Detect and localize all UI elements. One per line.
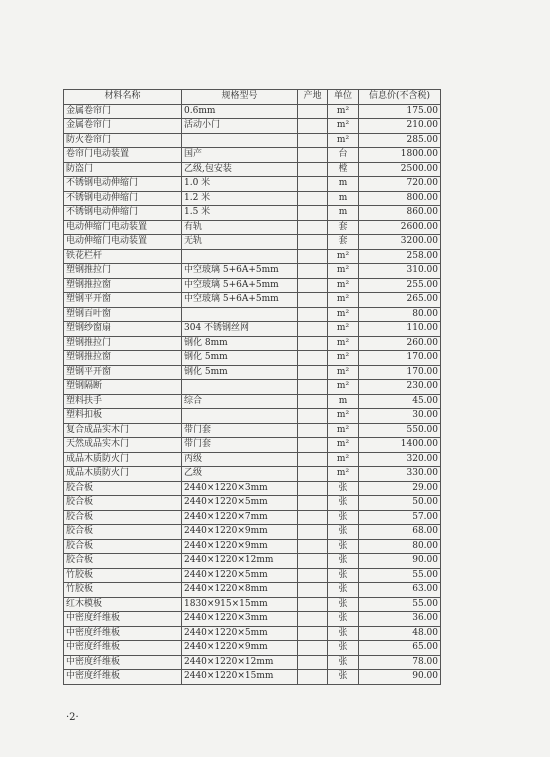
spec-cell: 2440×1220×9mm [182, 641, 298, 656]
header-price: 信息价(不含税) [359, 90, 441, 105]
spec-cell: 2440×1220×3mm [182, 481, 298, 496]
price-cell: 230.00 [359, 380, 441, 395]
unit-cell: m² [328, 278, 359, 293]
material-name-cell: 胶合板 [64, 525, 182, 540]
table-row [64, 525, 441, 540]
unit-cell: 张 [328, 597, 359, 612]
price-cell: 800.00 [359, 191, 441, 206]
price-cell: 55.00 [359, 597, 441, 612]
table-row [64, 655, 441, 670]
origin-cell [298, 597, 328, 612]
price-cell: 330.00 [359, 467, 441, 482]
price-cell: 258.00 [359, 249, 441, 264]
origin-cell [298, 510, 328, 525]
origin-cell [298, 336, 328, 351]
origin-cell [298, 409, 328, 424]
material-name-cell: 铁花栏杆 [64, 249, 182, 264]
price-cell: 110.00 [359, 322, 441, 337]
table-row [64, 264, 441, 279]
price-cell: 30.00 [359, 409, 441, 424]
table-body [64, 104, 441, 684]
material-name-cell: 不锈钢电动伸缩门 [64, 177, 182, 192]
material-name-cell: 中密度纤维板 [64, 670, 182, 685]
unit-cell: m² [328, 307, 359, 322]
unit-cell: m² [328, 365, 359, 380]
origin-cell [298, 206, 328, 221]
material-name-cell: 中密度纤维板 [64, 626, 182, 641]
header-unit: 单位 [328, 90, 359, 105]
unit-cell: 张 [328, 583, 359, 598]
origin-cell [298, 394, 328, 409]
table-row [64, 423, 441, 438]
origin-cell [298, 423, 328, 438]
price-cell: 48.00 [359, 626, 441, 641]
spec-cell: 无轨 [182, 235, 298, 250]
table-row [64, 278, 441, 293]
spec-cell: 0.6mm [182, 104, 298, 119]
unit-cell: m² [328, 133, 359, 148]
material-name-cell: 塑钢推拉窗 [64, 278, 182, 293]
spec-cell: 2440×1220×7mm [182, 510, 298, 525]
origin-cell [298, 539, 328, 554]
table-row [64, 191, 441, 206]
spec-cell: 2440×1220×8mm [182, 583, 298, 598]
spec-cell: 2440×1220×12mm [182, 655, 298, 670]
material-name-cell: 胶合板 [64, 510, 182, 525]
table-row [64, 510, 441, 525]
unit-cell: m [328, 206, 359, 221]
price-cell: 2600.00 [359, 220, 441, 235]
table-row [64, 365, 441, 380]
unit-cell: 张 [328, 525, 359, 540]
table-row [64, 626, 441, 641]
table-row [64, 249, 441, 264]
material-name-cell: 中密度纤维板 [64, 655, 182, 670]
origin-cell [298, 568, 328, 583]
spec-cell [182, 307, 298, 322]
unit-cell: 樘 [328, 162, 359, 177]
price-cell: 63.00 [359, 583, 441, 598]
price-cell: 210.00 [359, 119, 441, 134]
spec-cell: 活动小门 [182, 119, 298, 134]
material-name-cell: 塑钢纱窗扇 [64, 322, 182, 337]
material-name-cell: 电动伸缩门电动装置 [64, 220, 182, 235]
price-cell: 29.00 [359, 481, 441, 496]
table-row [64, 481, 441, 496]
spec-cell [182, 133, 298, 148]
price-cell: 57.00 [359, 510, 441, 525]
origin-cell [298, 467, 328, 482]
table-row [64, 206, 441, 221]
table-row [64, 394, 441, 409]
unit-cell: m [328, 177, 359, 192]
table-row [64, 307, 441, 322]
origin-cell [298, 612, 328, 627]
table-row [64, 568, 441, 583]
spec-cell: 乙级,包安装 [182, 162, 298, 177]
spec-cell: 钢化 5mm [182, 351, 298, 366]
origin-cell [298, 351, 328, 366]
table-row [64, 336, 441, 351]
unit-cell: m [328, 191, 359, 206]
price-cell: 3200.00 [359, 235, 441, 250]
table-row [64, 496, 441, 511]
material-name-cell: 金属卷帘门 [64, 119, 182, 134]
origin-cell [298, 641, 328, 656]
origin-cell [298, 119, 328, 134]
material-name-cell: 中密度纤维板 [64, 641, 182, 656]
unit-cell: m² [328, 119, 359, 134]
origin-cell [298, 278, 328, 293]
price-cell: 550.00 [359, 423, 441, 438]
spec-cell: 304 不锈钢丝网 [182, 322, 298, 337]
table-row [64, 119, 441, 134]
material-name-cell: 胶合板 [64, 554, 182, 569]
table-row [64, 351, 441, 366]
spec-cell: 国产 [182, 148, 298, 163]
spec-cell: 丙级 [182, 452, 298, 467]
price-cell: 170.00 [359, 365, 441, 380]
spec-cell: 中空玻璃 5+6A+5mm [182, 293, 298, 308]
origin-cell [298, 177, 328, 192]
unit-cell: 张 [328, 496, 359, 511]
price-cell: 90.00 [359, 670, 441, 685]
page-number: ·2· [66, 712, 79, 723]
spec-cell: 2440×1220×5mm [182, 568, 298, 583]
material-name-cell: 塑钢隔断 [64, 380, 182, 395]
spec-cell: 2440×1220×5mm [182, 626, 298, 641]
origin-cell [298, 191, 328, 206]
price-cell: 175.00 [359, 104, 441, 119]
spec-cell: 中空玻璃 5+6A+5mm [182, 278, 298, 293]
unit-cell: 张 [328, 670, 359, 685]
price-cell: 260.00 [359, 336, 441, 351]
price-cell: 860.00 [359, 206, 441, 221]
table-row [64, 597, 441, 612]
table-row [64, 641, 441, 656]
price-cell: 90.00 [359, 554, 441, 569]
origin-cell [298, 670, 328, 685]
spec-cell [182, 380, 298, 395]
unit-cell: m² [328, 104, 359, 119]
origin-cell [298, 148, 328, 163]
price-cell: 1400.00 [359, 438, 441, 453]
unit-cell: 张 [328, 554, 359, 569]
unit-cell: m² [328, 249, 359, 264]
material-name-cell: 塑料扣板 [64, 409, 182, 424]
header-origin: 产地 [298, 90, 328, 105]
unit-cell: m² [328, 351, 359, 366]
origin-cell [298, 322, 328, 337]
table-row [64, 670, 441, 685]
material-name-cell: 不锈钢电动伸缩门 [64, 206, 182, 221]
origin-cell [298, 235, 328, 250]
material-name-cell: 塑钢平开窗 [64, 365, 182, 380]
material-name-cell: 防盗门 [64, 162, 182, 177]
unit-cell: m² [328, 264, 359, 279]
origin-cell [298, 380, 328, 395]
origin-cell [298, 133, 328, 148]
origin-cell [298, 162, 328, 177]
unit-cell: m² [328, 409, 359, 424]
origin-cell [298, 452, 328, 467]
price-cell: 320.00 [359, 452, 441, 467]
unit-cell: m [328, 394, 359, 409]
unit-cell: m² [328, 438, 359, 453]
material-name-cell: 成品木质防火门 [64, 467, 182, 482]
table-row [64, 293, 441, 308]
price-cell: 310.00 [359, 264, 441, 279]
spec-cell: 2440×1220×9mm [182, 539, 298, 554]
table-row [64, 467, 441, 482]
spec-cell: 带门套 [182, 438, 298, 453]
unit-cell: m² [328, 293, 359, 308]
table-row [64, 409, 441, 424]
unit-cell: m² [328, 336, 359, 351]
spec-cell: 2440×1220×12mm [182, 554, 298, 569]
unit-cell: 张 [328, 641, 359, 656]
table-header-row [64, 90, 441, 105]
origin-cell [298, 481, 328, 496]
header-spec-model: 规格型号 [182, 90, 298, 105]
material-name-cell: 胶合板 [64, 496, 182, 511]
table-row [64, 322, 441, 337]
price-cell: 255.00 [359, 278, 441, 293]
origin-cell [298, 264, 328, 279]
price-cell: 265.00 [359, 293, 441, 308]
unit-cell: m² [328, 423, 359, 438]
material-name-cell: 竹胶板 [64, 583, 182, 598]
unit-cell: m² [328, 322, 359, 337]
spec-cell: 带门套 [182, 423, 298, 438]
spec-cell: 钢化 8mm [182, 336, 298, 351]
price-cell: 285.00 [359, 133, 441, 148]
unit-cell: 台 [328, 148, 359, 163]
material-name-cell: 电动伸缩门电动装置 [64, 235, 182, 250]
unit-cell: 张 [328, 539, 359, 554]
table-row [64, 583, 441, 598]
spec-cell: 钢化 5mm [182, 365, 298, 380]
material-name-cell: 塑钢百叶窗 [64, 307, 182, 322]
price-cell: 36.00 [359, 612, 441, 627]
unit-cell: m² [328, 452, 359, 467]
price-cell: 1800.00 [359, 148, 441, 163]
origin-cell [298, 249, 328, 264]
origin-cell [298, 365, 328, 380]
material-name-cell: 胶合板 [64, 481, 182, 496]
unit-cell: 套 [328, 220, 359, 235]
spec-cell: 2440×1220×5mm [182, 496, 298, 511]
table-row [64, 104, 441, 119]
table-row [64, 380, 441, 395]
table-row [64, 438, 441, 453]
table-row [64, 554, 441, 569]
material-name-cell: 不锈钢电动伸缩门 [64, 191, 182, 206]
spec-cell: 2440×1220×3mm [182, 612, 298, 627]
table-row [64, 177, 441, 192]
header-material-name: 材料名称 [64, 90, 182, 105]
table-row [64, 133, 441, 148]
spec-cell: 2440×1220×15mm [182, 670, 298, 685]
unit-cell: 张 [328, 655, 359, 670]
origin-cell [298, 525, 328, 540]
material-name-cell: 复合成品实木门 [64, 423, 182, 438]
spec-cell [182, 249, 298, 264]
origin-cell [298, 220, 328, 235]
unit-cell: 张 [328, 568, 359, 583]
origin-cell [298, 655, 328, 670]
material-name-cell: 竹胶板 [64, 568, 182, 583]
table-row [64, 220, 441, 235]
spec-cell [182, 409, 298, 424]
price-cell: 68.00 [359, 525, 441, 540]
unit-cell: 张 [328, 626, 359, 641]
unit-cell: m² [328, 380, 359, 395]
table-row [64, 539, 441, 554]
table-row [64, 452, 441, 467]
origin-cell [298, 626, 328, 641]
price-cell: 65.00 [359, 641, 441, 656]
unit-cell: 张 [328, 481, 359, 496]
unit-cell: m² [328, 467, 359, 482]
table-row [64, 148, 441, 163]
spec-cell: 1.5 米 [182, 206, 298, 221]
material-name-cell: 塑钢平开窗 [64, 293, 182, 308]
table-row [64, 235, 441, 250]
unit-cell: 套 [328, 235, 359, 250]
origin-cell [298, 554, 328, 569]
price-cell: 50.00 [359, 496, 441, 511]
material-name-cell: 塑料扶手 [64, 394, 182, 409]
material-name-cell: 成品木质防火门 [64, 452, 182, 467]
unit-cell: 张 [328, 510, 359, 525]
table-row [64, 162, 441, 177]
price-cell: 170.00 [359, 351, 441, 366]
table-row [64, 612, 441, 627]
material-name-cell: 红木模板 [64, 597, 182, 612]
material-name-cell: 塑钢推拉门 [64, 336, 182, 351]
price-table [63, 89, 441, 685]
price-cell: 80.00 [359, 307, 441, 322]
spec-cell: 乙级 [182, 467, 298, 482]
material-name-cell: 塑钢推拉门 [64, 264, 182, 279]
spec-cell: 综合 [182, 394, 298, 409]
unit-cell: 张 [328, 612, 359, 627]
spec-cell: 有轨 [182, 220, 298, 235]
material-name-cell: 胶合板 [64, 539, 182, 554]
spec-cell: 1.2 米 [182, 191, 298, 206]
spec-cell: 中空玻璃 5+6A+5mm [182, 264, 298, 279]
price-cell: 80.00 [359, 539, 441, 554]
spec-cell: 1.0 米 [182, 177, 298, 192]
material-name-cell: 中密度纤维板 [64, 612, 182, 627]
price-cell: 2500.00 [359, 162, 441, 177]
origin-cell [298, 438, 328, 453]
origin-cell [298, 496, 328, 511]
origin-cell [298, 307, 328, 322]
price-cell: 45.00 [359, 394, 441, 409]
material-name-cell: 塑钢推拉窗 [64, 351, 182, 366]
material-name-cell: 金属卷帘门 [64, 104, 182, 119]
origin-cell [298, 583, 328, 598]
material-name-cell: 天然成品实木门 [64, 438, 182, 453]
material-name-cell: 防火卷帘门 [64, 133, 182, 148]
material-name-cell: 卷帘门电动装置 [64, 148, 182, 163]
spec-cell: 2440×1220×9mm [182, 525, 298, 540]
price-cell: 78.00 [359, 655, 441, 670]
spec-cell: 1830×915×15mm [182, 597, 298, 612]
price-cell: 55.00 [359, 568, 441, 583]
price-cell: 720.00 [359, 177, 441, 192]
origin-cell [298, 104, 328, 119]
origin-cell [298, 293, 328, 308]
